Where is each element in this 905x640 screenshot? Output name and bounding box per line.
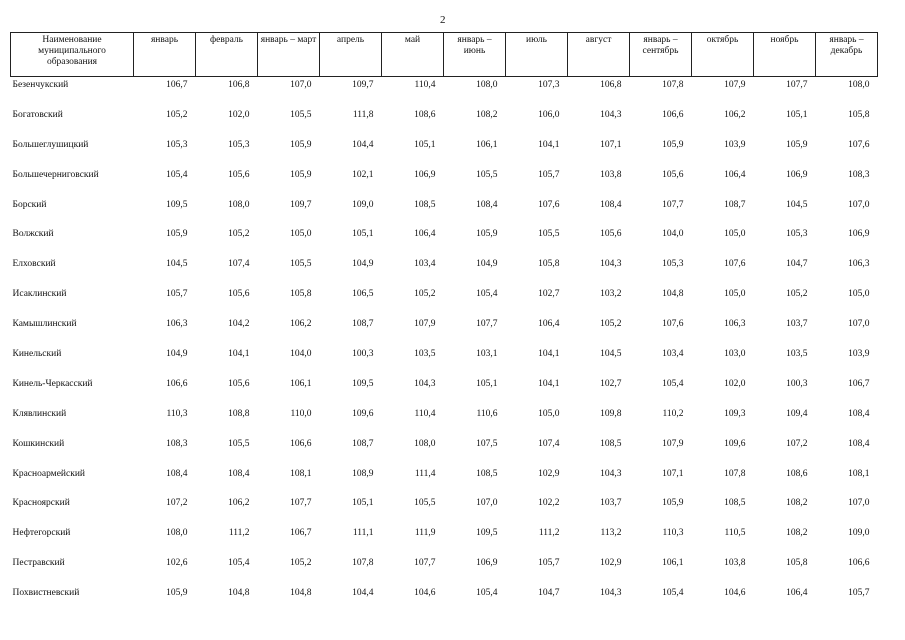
index-value-cell: 105,4 bbox=[228, 558, 250, 569]
header-october: октябрь bbox=[692, 33, 754, 77]
index-value-cell: 104,3 bbox=[600, 259, 622, 270]
index-value-cell: 107,8 bbox=[352, 558, 374, 569]
index-value-cell: 108,2 bbox=[786, 498, 808, 509]
index-value-cell: 105,4 bbox=[662, 588, 684, 599]
municipality-name: Кошкинский bbox=[12, 438, 65, 449]
table-row bbox=[11, 109, 878, 139]
index-value-cell: 107,0 bbox=[848, 498, 870, 509]
header-row bbox=[11, 33, 878, 77]
table-row bbox=[11, 258, 878, 288]
header-may: май bbox=[382, 33, 444, 77]
index-value-cell: 106,2 bbox=[290, 319, 312, 330]
index-value-cell: 110,5 bbox=[724, 528, 746, 539]
header-july: июль bbox=[506, 33, 568, 77]
index-value-cell: 104,5 bbox=[166, 259, 188, 270]
index-value-cell: 108,2 bbox=[786, 528, 808, 539]
index-value-cell: 109,4 bbox=[786, 408, 808, 419]
index-value-cell: 107,7 bbox=[786, 80, 808, 90]
index-value-cell: 105,6 bbox=[228, 378, 250, 389]
table-row bbox=[11, 468, 878, 498]
header-jan-dec: январь – декабрь bbox=[816, 33, 878, 77]
index-value-cell: 102,6 bbox=[166, 558, 188, 569]
index-value-cell: 105,8 bbox=[848, 109, 870, 120]
index-value-cell: 106,3 bbox=[724, 319, 746, 330]
index-value-cell: 104,7 bbox=[538, 588, 560, 599]
index-value-cell: 106,9 bbox=[786, 169, 808, 180]
index-value-cell: 110,3 bbox=[662, 528, 684, 539]
index-value-cell: 105,0 bbox=[538, 408, 560, 419]
index-value-cell: 107,1 bbox=[662, 468, 684, 479]
index-value-cell: 104,2 bbox=[228, 319, 250, 330]
index-value-cell: 108,7 bbox=[352, 438, 374, 449]
index-value-cell: 106,1 bbox=[662, 558, 684, 569]
index-value-cell: 108,4 bbox=[600, 199, 622, 210]
index-value-cell: 105,9 bbox=[290, 139, 312, 150]
index-value-cell: 105,9 bbox=[662, 139, 684, 150]
index-value-cell: 105,5 bbox=[476, 169, 498, 180]
index-value-cell: 105,7 bbox=[848, 588, 870, 599]
table-row bbox=[11, 408, 878, 438]
index-value-cell: 105,2 bbox=[786, 289, 808, 300]
index-value-cell: 106,5 bbox=[352, 289, 374, 300]
index-value-cell: 104,4 bbox=[352, 139, 374, 150]
index-value-cell: 105,6 bbox=[228, 289, 250, 300]
index-value-cell: 107,0 bbox=[848, 319, 870, 330]
index-value-cell: 105,3 bbox=[228, 139, 250, 150]
index-value-cell: 107,7 bbox=[414, 558, 436, 569]
table-row bbox=[11, 318, 878, 348]
index-value-cell: 111,9 bbox=[414, 528, 436, 539]
index-value-cell: 106,4 bbox=[538, 319, 560, 330]
index-value-cell: 106,2 bbox=[228, 498, 250, 509]
index-value-cell: 103,5 bbox=[414, 349, 436, 360]
index-value-cell: 103,7 bbox=[600, 498, 622, 509]
index-value-cell: 102,2 bbox=[538, 498, 560, 509]
index-value-cell: 105,8 bbox=[290, 289, 312, 300]
index-value-cell: 110,3 bbox=[166, 408, 188, 419]
table-row bbox=[11, 348, 878, 378]
index-value-cell: 109,5 bbox=[476, 528, 498, 539]
index-value-cell: 102,1 bbox=[352, 169, 374, 180]
header-april: апрель bbox=[320, 33, 382, 77]
index-value-cell: 105,3 bbox=[662, 259, 684, 270]
index-value-cell: 108,0 bbox=[228, 199, 250, 210]
municipality-name: Пестравский bbox=[12, 558, 65, 569]
index-value-cell: 105,4 bbox=[476, 588, 498, 599]
index-value-cell: 106,9 bbox=[848, 229, 870, 240]
municipality-name: Елховский bbox=[12, 259, 56, 270]
index-value-cell: 106,6 bbox=[662, 109, 684, 120]
index-value-cell: 106,3 bbox=[166, 319, 188, 330]
municipality-name: Борский bbox=[12, 199, 47, 210]
index-value-cell: 105,2 bbox=[228, 229, 250, 240]
index-value-cell: 104,1 bbox=[538, 349, 560, 360]
index-value-cell: 105,7 bbox=[166, 289, 188, 300]
index-value-cell: 106,0 bbox=[538, 109, 560, 120]
index-value-cell: 103,8 bbox=[600, 169, 622, 180]
municipality-name: Камышлинский bbox=[12, 319, 77, 330]
header-february: февраль bbox=[196, 33, 258, 77]
index-value-cell: 105,0 bbox=[290, 229, 312, 240]
index-value-cell: 105,8 bbox=[538, 259, 560, 270]
index-value-cell: 105,6 bbox=[662, 169, 684, 180]
index-value-cell: 104,9 bbox=[476, 259, 498, 270]
index-value-cell: 105,8 bbox=[786, 558, 808, 569]
index-value-cell: 107,8 bbox=[662, 80, 684, 90]
index-value-cell: 104,5 bbox=[600, 349, 622, 360]
index-value-cell: 109,7 bbox=[352, 80, 374, 90]
index-value-cell: 105,2 bbox=[290, 558, 312, 569]
index-value-cell: 108,1 bbox=[848, 468, 870, 479]
index-value-cell: 109,7 bbox=[290, 199, 312, 210]
index-value-cell: 105,9 bbox=[476, 229, 498, 240]
index-value-cell: 107,4 bbox=[538, 438, 560, 449]
index-value-cell: 104,9 bbox=[166, 349, 188, 360]
index-value-cell: 109,8 bbox=[600, 408, 622, 419]
index-value-cell: 108,4 bbox=[228, 468, 250, 479]
index-value-cell: 108,3 bbox=[848, 169, 870, 180]
table-row bbox=[11, 228, 878, 258]
header-january: январь bbox=[134, 33, 196, 77]
index-value-cell: 103,8 bbox=[724, 558, 746, 569]
index-value-cell: 105,9 bbox=[166, 588, 188, 599]
index-value-cell: 106,7 bbox=[290, 528, 312, 539]
index-value-cell: 105,4 bbox=[662, 378, 684, 389]
index-value-cell: 105,9 bbox=[166, 229, 188, 240]
municipality-name: Волжский bbox=[12, 229, 54, 240]
index-value-cell: 104,5 bbox=[786, 199, 808, 210]
index-value-cell: 104,3 bbox=[600, 109, 622, 120]
index-value-cell: 108,4 bbox=[848, 408, 870, 419]
index-value-cell: 104,0 bbox=[290, 349, 312, 360]
municipality-name: Безенчукский bbox=[12, 80, 69, 90]
index-value-cell: 106,1 bbox=[290, 378, 312, 389]
municipality-name: Красноярский bbox=[12, 498, 70, 509]
table-row bbox=[11, 77, 878, 109]
municipality-name: Нефтегорский bbox=[12, 528, 71, 539]
index-value-cell: 102,7 bbox=[600, 378, 622, 389]
index-value-cell: 107,7 bbox=[476, 319, 498, 330]
index-value-cell: 103,9 bbox=[848, 349, 870, 360]
index-value-cell: 111,4 bbox=[414, 468, 436, 479]
index-value-cell: 106,3 bbox=[848, 259, 870, 270]
index-value-cell: 110,0 bbox=[290, 408, 312, 419]
index-value-cell: 105,5 bbox=[414, 498, 436, 509]
index-value-cell: 107,9 bbox=[724, 80, 746, 90]
index-value-cell: 106,4 bbox=[414, 229, 436, 240]
index-value-cell: 104,8 bbox=[662, 289, 684, 300]
index-value-cell: 105,9 bbox=[786, 139, 808, 150]
index-value-cell: 111,1 bbox=[352, 528, 374, 539]
index-value-cell: 104,1 bbox=[538, 139, 560, 150]
table-row bbox=[11, 587, 878, 617]
index-value-cell: 108,5 bbox=[600, 438, 622, 449]
index-value-cell: 106,2 bbox=[724, 109, 746, 120]
index-value-cell: 106,1 bbox=[476, 139, 498, 150]
municipality-name: Большечерниговский bbox=[12, 169, 99, 180]
index-value-cell: 103,5 bbox=[786, 349, 808, 360]
table-row bbox=[11, 169, 878, 199]
index-value-cell: 107,9 bbox=[414, 319, 436, 330]
index-value-cell: 104,3 bbox=[600, 588, 622, 599]
index-value-cell: 108,6 bbox=[786, 468, 808, 479]
index-value-cell: 103,0 bbox=[724, 349, 746, 360]
index-value-cell: 110,4 bbox=[414, 80, 436, 90]
index-value-cell: 110,6 bbox=[476, 408, 498, 419]
index-value-cell: 109,6 bbox=[352, 408, 374, 419]
index-value-cell: 108,0 bbox=[476, 80, 498, 90]
index-value-cell: 106,8 bbox=[600, 80, 622, 90]
index-value-cell: 107,6 bbox=[538, 199, 560, 210]
index-value-cell: 108,5 bbox=[476, 468, 498, 479]
index-value-cell: 104,7 bbox=[786, 259, 808, 270]
index-value-cell: 105,2 bbox=[166, 109, 188, 120]
index-value-cell: 104,4 bbox=[352, 588, 374, 599]
index-value-cell: 106,9 bbox=[414, 169, 436, 180]
index-value-cell: 107,6 bbox=[848, 139, 870, 150]
index-value-cell: 104,8 bbox=[290, 588, 312, 599]
index-value-cell: 105,2 bbox=[414, 289, 436, 300]
index-value-cell: 105,7 bbox=[538, 558, 560, 569]
index-value-cell: 107,1 bbox=[600, 139, 622, 150]
index-value-cell: 105,4 bbox=[476, 289, 498, 300]
index-value-cell: 108,5 bbox=[724, 498, 746, 509]
index-value-cell: 105,0 bbox=[848, 289, 870, 300]
index-value-cell: 104,1 bbox=[228, 349, 250, 360]
index-value-cell: 105,1 bbox=[414, 139, 436, 150]
index-value-cell: 107,0 bbox=[476, 498, 498, 509]
index-value-cell: 103,4 bbox=[662, 349, 684, 360]
index-value-cell: 105,5 bbox=[228, 438, 250, 449]
index-value-cell: 105,9 bbox=[662, 498, 684, 509]
index-value-cell: 108,0 bbox=[414, 438, 436, 449]
table-row bbox=[11, 378, 878, 408]
index-value-cell: 109,3 bbox=[724, 408, 746, 419]
index-value-cell: 107,9 bbox=[662, 438, 684, 449]
table-row bbox=[11, 527, 878, 557]
index-value-cell: 102,0 bbox=[724, 378, 746, 389]
index-value-cell: 106,6 bbox=[166, 378, 188, 389]
index-value-cell: 107,0 bbox=[290, 80, 312, 90]
table-row bbox=[11, 438, 878, 468]
table-row bbox=[11, 497, 878, 527]
header-jan-jun: январь – июнь bbox=[444, 33, 506, 77]
index-value-cell: 110,2 bbox=[662, 408, 684, 419]
index-value-cell: 102,9 bbox=[538, 468, 560, 479]
index-value-cell: 113,2 bbox=[600, 528, 622, 539]
index-value-cell: 108,7 bbox=[724, 199, 746, 210]
index-value-cell: 106,6 bbox=[848, 558, 870, 569]
index-value-cell: 105,1 bbox=[352, 229, 374, 240]
index-value-cell: 107,8 bbox=[724, 468, 746, 479]
index-value-cell: 106,6 bbox=[290, 438, 312, 449]
index-value-cell: 106,8 bbox=[228, 80, 250, 90]
header-jan-mar: январь – март bbox=[258, 33, 320, 77]
index-value-cell: 105,5 bbox=[290, 259, 312, 270]
municipality-name: Богатовский bbox=[12, 109, 63, 120]
index-value-cell: 104,0 bbox=[662, 229, 684, 240]
index-value-cell: 108,3 bbox=[166, 438, 188, 449]
index-value-cell: 108,9 bbox=[352, 468, 374, 479]
index-value-cell: 107,5 bbox=[476, 438, 498, 449]
municipality-name: Красноармейский bbox=[12, 468, 85, 479]
index-value-cell: 105,1 bbox=[786, 109, 808, 120]
municipality-name: Кинель-Черкасский bbox=[12, 378, 93, 389]
index-value-cell: 107,3 bbox=[538, 80, 560, 90]
index-value-cell: 105,4 bbox=[166, 169, 188, 180]
table-row bbox=[11, 288, 878, 318]
index-value-cell: 105,3 bbox=[166, 139, 188, 150]
index-value-cell: 109,6 bbox=[724, 438, 746, 449]
index-value-cell: 110,4 bbox=[414, 408, 436, 419]
index-value-cell: 105,7 bbox=[538, 169, 560, 180]
index-value-cell: 103,1 bbox=[476, 349, 498, 360]
index-value-cell: 105,9 bbox=[290, 169, 312, 180]
index-value-cell: 107,7 bbox=[290, 498, 312, 509]
index-value-cell: 109,0 bbox=[848, 528, 870, 539]
index-value-cell: 107,0 bbox=[848, 199, 870, 210]
index-value-cell: 107,7 bbox=[662, 199, 684, 210]
index-value-cell: 105,6 bbox=[600, 229, 622, 240]
index-value-cell: 109,0 bbox=[352, 199, 374, 210]
index-value-cell: 108,4 bbox=[166, 468, 188, 479]
index-value-cell: 105,1 bbox=[352, 498, 374, 509]
index-value-cell: 107,2 bbox=[786, 438, 808, 449]
index-value-cell: 103,7 bbox=[786, 319, 808, 330]
index-value-cell: 104,9 bbox=[352, 259, 374, 270]
index-value-cell: 102,9 bbox=[600, 558, 622, 569]
index-value-cell: 105,6 bbox=[228, 169, 250, 180]
index-value-cell: 108,7 bbox=[352, 319, 374, 330]
index-value-cell: 105,5 bbox=[290, 109, 312, 120]
index-value-cell: 111,2 bbox=[228, 528, 250, 539]
index-value-cell: 104,3 bbox=[600, 468, 622, 479]
municipality-name: Кинельский bbox=[12, 349, 62, 360]
index-value-cell: 104,6 bbox=[414, 588, 436, 599]
index-value-cell: 104,1 bbox=[538, 378, 560, 389]
index-value-cell: 105,5 bbox=[538, 229, 560, 240]
municipality-name: Большеглушицкий bbox=[12, 139, 89, 150]
index-value-cell: 107,4 bbox=[228, 259, 250, 270]
index-value-cell: 106,7 bbox=[166, 80, 188, 90]
index-value-cell: 103,9 bbox=[724, 139, 746, 150]
header-jan-sep: январь – сентябрь bbox=[630, 33, 692, 77]
index-value-cell: 105,0 bbox=[724, 229, 746, 240]
index-value-cell: 105,3 bbox=[786, 229, 808, 240]
index-value-cell: 108,2 bbox=[476, 109, 498, 120]
header-municipality: Наименование муниципального образования bbox=[11, 33, 134, 77]
index-value-cell: 108,8 bbox=[228, 408, 250, 419]
index-value-cell: 108,4 bbox=[848, 438, 870, 449]
table-row bbox=[11, 199, 878, 229]
data-table bbox=[10, 32, 878, 617]
index-value-cell: 100,3 bbox=[786, 378, 808, 389]
table-row bbox=[11, 139, 878, 169]
index-value-cell: 105,2 bbox=[600, 319, 622, 330]
municipality-name: Исаклинский bbox=[12, 289, 67, 300]
index-value-cell: 106,4 bbox=[724, 169, 746, 180]
municipality-name: Клявлинский bbox=[12, 408, 67, 419]
index-value-cell: 104,3 bbox=[414, 378, 436, 389]
index-value-cell: 111,8 bbox=[352, 109, 374, 120]
index-value-cell: 103,2 bbox=[600, 289, 622, 300]
index-value-cell: 105,1 bbox=[476, 378, 498, 389]
index-value-cell: 106,7 bbox=[848, 378, 870, 389]
index-value-cell: 104,8 bbox=[228, 588, 250, 599]
index-value-cell: 107,6 bbox=[662, 319, 684, 330]
index-value-cell: 109,5 bbox=[352, 378, 374, 389]
index-value-cell: 108,1 bbox=[290, 468, 312, 479]
index-value-cell: 108,5 bbox=[414, 199, 436, 210]
index-value-cell: 107,2 bbox=[166, 498, 188, 509]
table-body bbox=[11, 77, 878, 618]
index-value-cell: 106,4 bbox=[786, 588, 808, 599]
index-value-cell: 107,6 bbox=[724, 259, 746, 270]
index-value-cell: 105,0 bbox=[724, 289, 746, 300]
index-value-cell: 106,9 bbox=[476, 558, 498, 569]
index-value-cell: 104,6 bbox=[724, 588, 746, 599]
index-value-cell: 108,0 bbox=[848, 80, 870, 90]
index-value-cell: 102,0 bbox=[228, 109, 250, 120]
index-value-cell: 108,0 bbox=[166, 528, 188, 539]
index-value-cell: 102,7 bbox=[538, 289, 560, 300]
index-value-cell: 103,4 bbox=[414, 259, 436, 270]
index-value-cell: 109,5 bbox=[166, 199, 188, 210]
header-november: ноябрь bbox=[754, 33, 816, 77]
header-august: август bbox=[568, 33, 630, 77]
index-value-cell: 111,2 bbox=[538, 528, 560, 539]
table-row bbox=[11, 557, 878, 587]
index-value-cell: 108,4 bbox=[476, 199, 498, 210]
index-value-cell: 108,6 bbox=[414, 109, 436, 120]
index-value-cell: 100,3 bbox=[352, 349, 374, 360]
page-number: 2 bbox=[440, 14, 446, 26]
municipality-name: Похвистневский bbox=[12, 588, 80, 599]
